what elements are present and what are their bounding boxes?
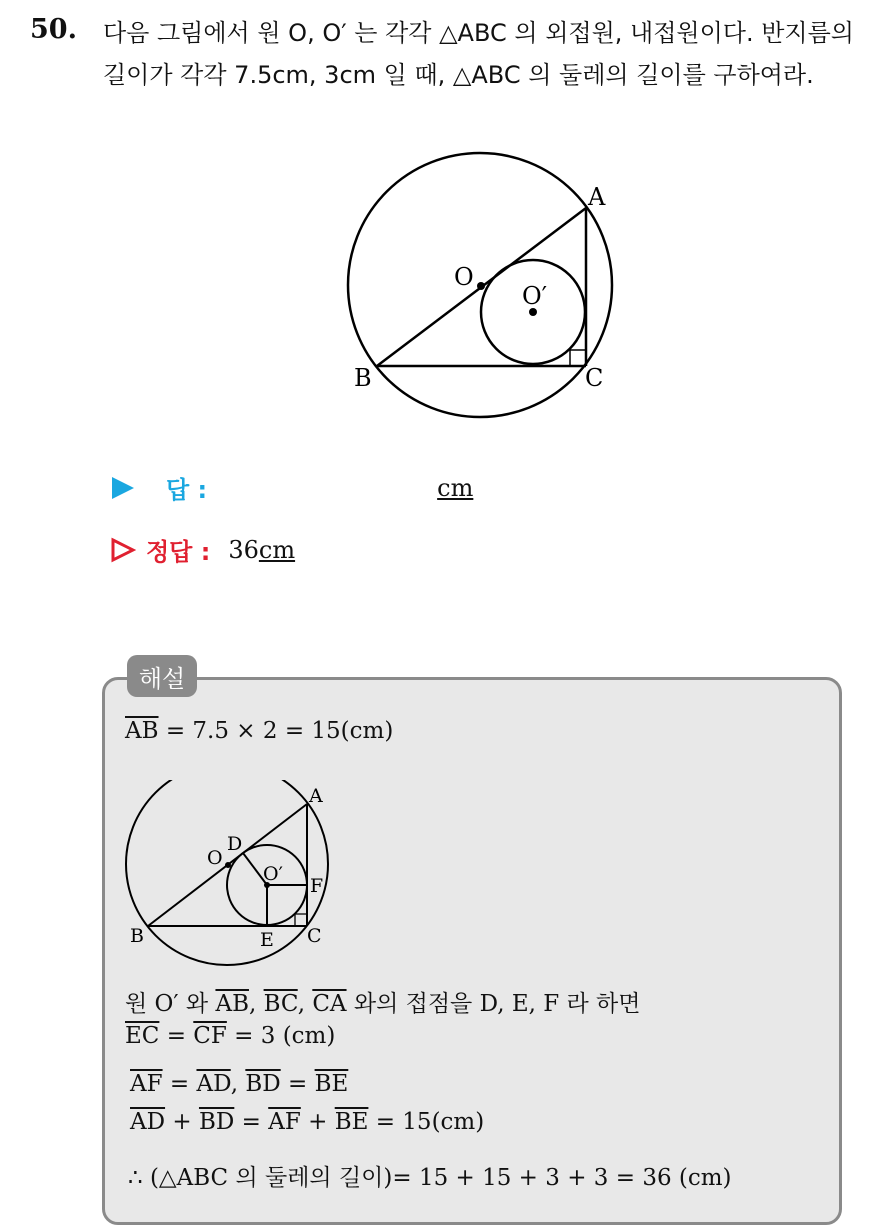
circumcircle (126, 780, 328, 965)
solution-line-1: $\overline{AB} = 7.5 \times 2 = 15(cm)$ (125, 718, 394, 744)
label-c: C (307, 925, 322, 947)
triangle-circles-figure (330, 150, 650, 430)
solution-line-5: $\overline{AD} + \overline{BD} = \overline{AF} + \overline{BE} = 15(cm)$ (130, 1109, 485, 1135)
solution-figure (115, 780, 345, 975)
label-b: B (130, 925, 144, 947)
label-a: A (309, 785, 323, 807)
label-d: D (227, 833, 243, 855)
right-angle-mark (295, 914, 307, 926)
answer-unit: cm (437, 473, 474, 502)
label-c: C (585, 364, 604, 392)
correct-label: 정답 : (146, 538, 211, 566)
solution-line-2: 원 O′ 와 $\overline{AB}$, $\overline{BC}$, $\overline{CA}$ 와의 접점을 D, E, F 라 하면 (125, 991, 641, 1017)
correct-unit: cm (258, 535, 296, 564)
solution-tab: 해설 (127, 655, 197, 697)
label-e: E (260, 929, 274, 951)
right-angle-mark (570, 350, 586, 366)
solution-line-4: $\overline{AF} = \overline{AD}$, $\overline{BD} = \overline{BE}$ (130, 1071, 349, 1097)
label-o: O (207, 847, 223, 869)
play-triangle-outline-icon (110, 537, 136, 563)
problem-text: 다음 그림에서 원 O, O′ 는 각각 △ABC 의 외접원, 내접원이다. 반지름의 길이가 각각 7.5cm, 3cm 일 때, △ABC 의 둘레의 길이를 구하여라. (103, 19, 854, 89)
answer-label: 답 : (166, 476, 208, 504)
label-o: O (454, 263, 474, 291)
label-f: F (310, 875, 324, 897)
center-o-dot (225, 862, 231, 868)
answer-row (110, 470, 473, 505)
solution-line-3: $\overline{EC} = \overline{CF} = 3$ (cm) (125, 1023, 336, 1049)
label-op: O′ (522, 282, 548, 310)
label-b: B (354, 364, 372, 392)
label-a: A (588, 183, 606, 211)
play-triangle-filled-icon (110, 475, 136, 501)
correct-answer-row (110, 532, 295, 567)
problem-number: 50. (30, 14, 77, 45)
center-o-dot (477, 282, 485, 290)
label-op: O′ (263, 863, 283, 885)
correct-value: 36 (228, 535, 259, 564)
solution-line-6: ∴ (△ABC 의 둘레의 길이)= 15 + 15 + 3 + 3 = 36 (cm) (128, 1165, 732, 1191)
